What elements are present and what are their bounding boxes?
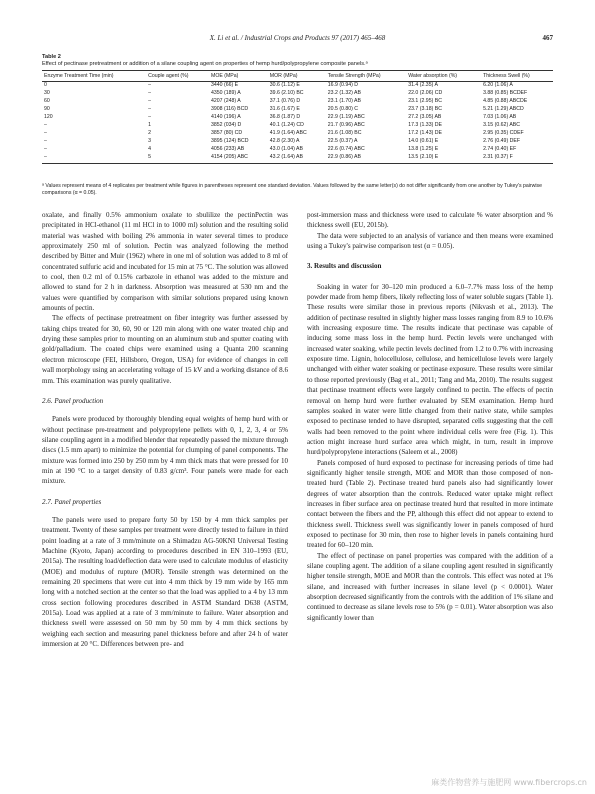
paragraph: post-immersion mass and thickness were used to calculate % water absorption and % thickness swell (EU, 2015b).	[307, 211, 553, 230]
column-header: MOR (MPa)	[268, 71, 326, 82]
table-cell: 3440 (66) E	[211, 82, 239, 89]
table-cell: 13.8 (1.25) E	[408, 146, 439, 153]
table-cell: 3895 (124) BCD	[211, 138, 249, 145]
table-cell: 22.6 (0.74) ABC	[327, 146, 365, 153]
table-cell: 3.88 (0.85) BCDEF	[483, 90, 528, 97]
table-cell: –	[44, 130, 47, 137]
table-cell: 14.0 (0.61) E	[408, 138, 439, 145]
column-header: Water absorption (%)	[406, 71, 481, 82]
table-row	[42, 106, 553, 114]
column-header: Tensile Strength (MPa)	[326, 71, 406, 82]
table-cell: 3857 (80) CD	[211, 130, 243, 137]
table-cell: 3908 (116) BCD	[211, 106, 249, 113]
table-cell: 5.21 (1.29) ABCD	[483, 106, 524, 113]
table-cell: 17.2 (1.43) DE	[408, 130, 442, 137]
page-number: 467	[542, 34, 553, 42]
running-header	[42, 34, 553, 46]
table-cell: 21.6 (1.08) BC	[327, 130, 362, 137]
table-row	[42, 90, 553, 98]
table-cell: 37.1 (0.76) D	[269, 98, 301, 105]
table-row	[42, 138, 553, 146]
paragraph: The effects of pectinase pretreatment on fiber integrity was further assessed by taking chips treated for 30, 60, 90 or 120 min along with one water treated chip and drying these samples prior to mounting on an aluminum stub and sputter coating with gold/palladium. The coated chips were examined using a Quanta 200 scanning electron microscope (FEI, Hillsboro, Oregon, USA) for evidence of changes in cell wall morphology using an accelerating voltage of 15 kV and a working distance of 8.6 mm. This examination was purely qualitative.	[42, 314, 288, 385]
table-cell: –	[148, 90, 152, 97]
table-cell: 4056 (233) AB	[211, 146, 245, 153]
table-cell: 60	[44, 98, 50, 105]
table-row	[42, 154, 553, 164]
table-row	[42, 146, 553, 154]
paragraph: Panels composed of hurd exposed to pectinase for increasing periods of time had significantly higher tensile strength, MOE and MOR than those composed of non-treated hurd (Table 2). Pectinase treated hurd panels also had significantly lower degrees of water absorption than the controls. Reduced water uptake might reflect increases in fiber surface area on pectinase treated hurd that resulted in more intimate contact between the fibers and the PP, although this effect did not appear to extend to thickness swell. Thickness swell was significantly lower in panels composed of hurd exposed to pectinase for 30 min, then rose to higher levels in panels containing hurd treated for 60–120 min.	[307, 458, 553, 550]
table-footnote: ᵃ Values represent means of 4 replicates per treatment while figures in parentheses represent one standard deviation. Values followed by the same letter(s) do not differ significantly from one another by Tukey's pairwise comparisons (α = 0.05).	[42, 183, 543, 197]
table-cell: 43.0 (1.04) AB	[269, 146, 303, 153]
table-cell: 13.5 (2.10) E	[406, 154, 481, 164]
table-cell: 20.5 (0.80) C	[327, 106, 359, 113]
table-cell: 3.15 (0.62) ABC	[483, 122, 520, 129]
right-column	[307, 210, 553, 623]
table-cell: 22.5 (0.37) A	[327, 138, 358, 145]
column-header: Enzyme Treatment Time (min)	[42, 71, 146, 82]
table-cell: 22.0 (2.06) CD	[408, 90, 443, 97]
table-cell: 6.20 (1.06) A	[483, 82, 513, 89]
table-cell: 22.9 (0.86) AB	[326, 154, 406, 164]
table-cell: –	[44, 138, 47, 145]
table-cell: 23.7 (3.18) BC	[408, 106, 442, 113]
table-cell: 2.95 (0.35) CDEF	[483, 130, 524, 137]
table-row	[42, 98, 553, 106]
journal-citation: X. Li et al. / Industrial Crops and Products 97 (2017) 465–468	[209, 34, 386, 42]
table-cell: 27.2 (3.05) AB	[408, 114, 442, 121]
table-cell: –	[148, 106, 152, 113]
table-body	[42, 82, 553, 164]
table-cell: 3	[148, 138, 152, 145]
table-cell: 2.76 (0.49) DEF	[483, 138, 520, 145]
table-cell: 42.8 (2.30) A	[269, 138, 300, 145]
table-cell: 31.4 (2.35) A	[408, 82, 438, 89]
table-cell: 21.7 (0.96) ABC	[327, 122, 365, 129]
paragraph: oxalate, and finally 0.5% ammonium oxalate to sbulilize the pectinPectin was precipitated in HCl-ethanol (11 ml HCl in to 1000 ml) solution and the resulting solid material was washed with boiling 2% ammonia in water several times to produce approximately 250 ml of solution. Pectin was analyzed following the method described by Bitter and Muir (1962) where in one ml of solution was added to 8 ml of concentrated sulfuric acid and incubated for 15 min at 75 °C. The solution was allowed to cool, then 0.2 ml of 0.15% carbazole in ethanol was added to the mixture and allowed to stand for 2 h in darkness. Absorption was measured at 530 nm and the values were quantified by comparison with similar solutions prepared using known amounts of pectin.	[42, 211, 288, 313]
table-cell: 22.9 (1.19) ABC	[327, 114, 365, 121]
table-title: Table 2	[42, 54, 61, 60]
table-cell: 120	[44, 114, 53, 121]
table-cell: 5	[146, 154, 209, 164]
table-cell: 7.03 (1.06) AB	[483, 114, 517, 121]
paragraph: Soaking in water for 30–120 min produced a 6.0–7.7% mass loss of the hemp powder made from hemp fibers, likely reflecting loss of water soluble sugars (Table 1). These results were similar those in previous reports (Nikvash et al., 2013). The addition of pectinase resulted in slightly higher mass losses ranging from 8.9 to 10.6% with increasing exposure time. The results indicate that pectinase was capable of inducing some mass loss in the hemp hurd. Pectin levels were unchanged with increased water soaking, while pectin levels declined from 1.2 to 0.7% with increasing exposure time. Lignin, holocellulose, cellulose, and hemicellulose levels were largely unchanged with either water soaking or pectinase exposure. These results were similar to those reported previously (Bag et al., 2011; Tang and Ma, 2010). The results suggest that pectinase treatment effects were largely confined to pectin. The effects of pectin removal on hemp hurd were further evaluated by SEM examination. Hemp hurd samples soaked in water were little changed from their native state, while samples exposed to pectinase tended to have disrupted, separated cells suggesting that the cell walls had been removed to the point where individual cells were free (Fig. 1). This action might increase hurd surface area which might, in turn, result in improve hurd/polypropylene interactions (Saleem et al., 2008)	[307, 282, 553, 457]
left-column	[42, 210, 288, 649]
table-cell: 43.2 (1.64) AB	[268, 154, 326, 164]
section-heading: 2.6. Panel production	[42, 396, 104, 405]
table-cell: –	[44, 122, 47, 129]
results-table	[42, 70, 553, 164]
table-cell: 23.1 (2.95) BC	[408, 98, 442, 105]
table-cell: 16.9 (0.94) D	[327, 82, 359, 89]
table-cell: 2.74 (0.40) EF	[483, 146, 517, 153]
table-row	[42, 122, 553, 130]
table-cell: –	[148, 98, 152, 105]
table-cell: 23.1 (1.70) AB	[327, 98, 361, 105]
paragraph: The panels were used to prepare forty 50 by 150 by 4 mm thick samples per treatment. Twenty of these samples per treatment were directly tested to failure in third point loading at a rate of 3 mm/minute on a Shimadzu AG-50KNI Universal Testing Machine (Kyoto, Japan) according to procedures described in EN 310–1993 (EU, 2015a). The resulting load/deflection data were used to calculate modulus of elasticity (MOE) and modulus of rupture (MOR). Tensile strength was determined on the remaining 20 specimens that were cut into 4 mm thick by 19 mm wide by 165 mm long with a notched section at the center so that the load was applied to a 4 by 13 mm cross section following procedures described in ASTM Standard D638 (ASTM, 2015a). Load was applied at a rate of 3 mm/minute to failure. Water absorption and thickness swell were assessed on 50 mm by 50 mm by 4 mm thick sections by weighing each section and measuring panel thickness before and after 24 h of water immersion at 20 °C. Differences between pre- and	[42, 515, 288, 649]
table-cell: 36.8 (1.87) D	[269, 114, 301, 121]
table-cell: 39.6 (2.10) BC	[269, 90, 304, 97]
table-cell: 23.2 (1.32) AB	[327, 90, 361, 97]
table-row	[42, 130, 553, 138]
table-cell: 41.9 (1.64) ABC	[269, 130, 307, 137]
column-header: Thickness Swell (%)	[481, 71, 553, 82]
table-cell: 17.3 (1.33) DE	[408, 122, 442, 129]
table-cell: 2	[148, 130, 152, 137]
table-cell: 30	[44, 90, 50, 97]
table-cell: 2.31 (0.37) F	[481, 154, 553, 164]
watermark: 麻类作物营养与施肥网 www.fibercrops.cn	[431, 778, 587, 787]
paragraph: Panels were produced by thoroughly blending equal weights of hemp hurd with or without pectinase pre-treatment and polypropylene pellets with 0, 1, 2, 3, 4 or 5% silane coupling agent in a modified blender that repeatedly passed the mixture through discs (1.5 mm apart) to minimize the potential for clumping of panel components. The mixture was formed into 250 by 250 mm by 4 mm thick mats that were pressed for 10 min at 190 °C to a target density of 0.83 g/cm³. Four panels were made for each mixture.	[42, 415, 288, 486]
table-cell: 90	[44, 106, 50, 113]
table-cell: –	[42, 154, 146, 164]
table-cell: 3852 (034) D	[211, 122, 242, 129]
table-cell: 4	[148, 146, 152, 153]
column-header: MOE (MPa)	[209, 71, 268, 82]
paragraph: The data were subjected to an analysis of variance and then means were examined using a Tukey's pairwise comparison test (α = 0.05).	[307, 231, 553, 251]
table-cell: 4140 (196) A	[211, 114, 241, 121]
table-row	[42, 114, 553, 122]
table-cell: 4207 (248) A	[211, 98, 241, 105]
table-cell: –	[148, 82, 152, 89]
table-cell: –	[44, 146, 47, 153]
table-cell: 31.6 (1.67) E	[269, 106, 300, 113]
column-header: Couple agent (%)	[146, 71, 209, 82]
table-cell: 30.6 (1.12) E	[269, 82, 300, 89]
table-cell: 4350 (189) A	[211, 90, 241, 97]
table-cell: 4.85 (0.88) ABCDE	[483, 98, 528, 105]
table-row	[42, 82, 553, 90]
section-heading: 2.7. Panel properties	[42, 497, 102, 506]
table-caption-block	[42, 54, 553, 68]
table-cell: –	[148, 114, 152, 121]
table-cell: 40.1 (1.24) CD	[269, 122, 304, 129]
section-heading: 3. Results and discussion	[307, 262, 382, 271]
table-cell: 0	[44, 82, 47, 89]
table-cell: 4154 (205) ABC	[209, 154, 268, 164]
table-caption: Effect of pectinase pretreatment or addition of a silane coupling agent on properties of hemp hurd/polypropylene composite panels.ᵃ	[42, 61, 368, 67]
table-header-row	[42, 71, 553, 82]
table-cell: 1	[148, 122, 152, 129]
paragraph: The effect of pectinase on panel properties was compared with the addition of a silane coupling agent. The addition of a silane coupling agent resulted in significantly higher tensile strength, MOE and MOR than the controls. This effect was noted at 1% silane, and increased with further increases in silane level (p < 0.0001). Water absorption decreased significantly from the controls with the addition of 1% silane and continued to decrease as silane levels rose to 5% (p = 0.01). Water absorption was also significantly lower than	[307, 551, 553, 622]
